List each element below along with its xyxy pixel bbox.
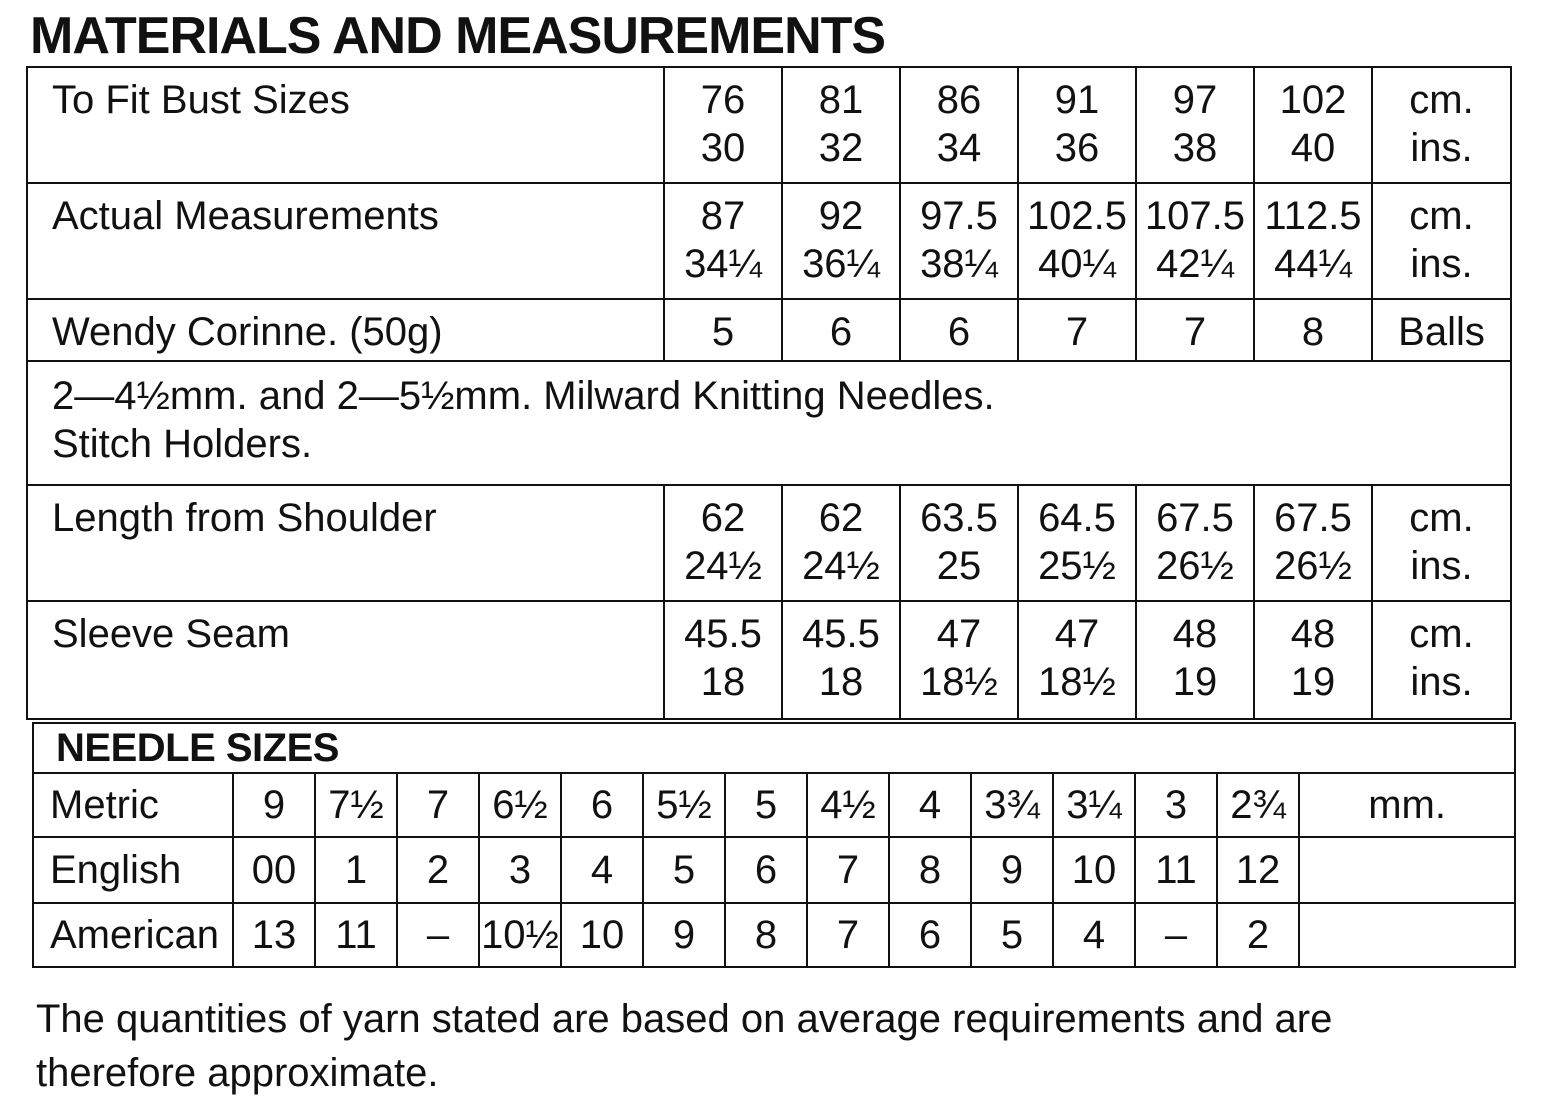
metric-value: 5	[725, 773, 807, 837]
english-value: 2	[397, 837, 479, 903]
english-unit	[1299, 837, 1515, 903]
actual-size-cell	[782, 183, 900, 299]
sleeve-ins-value: 18½	[1038, 660, 1116, 704]
american-value: 6	[889, 903, 971, 967]
actual-size-cell	[1136, 183, 1254, 299]
metric-value: 4	[889, 773, 971, 837]
actual-size-cell	[664, 183, 782, 299]
actual-ins-value: 44¼	[1274, 242, 1352, 286]
sleeve-label: Sleeve Seam	[27, 601, 664, 719]
bust-size-cell	[1018, 67, 1136, 183]
metric-row	[33, 773, 1515, 837]
sleeve-ins-value: 18½	[920, 660, 998, 704]
needles-row	[27, 361, 1511, 485]
length-ins-value: 24½	[802, 544, 880, 588]
stitch-holders-line: Stitch Holders.	[52, 422, 313, 466]
yarn-unit: Balls	[1372, 299, 1511, 361]
english-value: 3	[479, 837, 561, 903]
sleeve-size-cell	[1136, 601, 1254, 719]
american-value: 7	[807, 903, 889, 967]
bust-cm-value: 102	[1279, 78, 1347, 122]
metric-value: 4½	[807, 773, 889, 837]
bust-cm-value: 97	[1172, 78, 1218, 122]
american-value: 8	[725, 903, 807, 967]
bust-size-cell	[782, 67, 900, 183]
sleeve-ins-value: 18	[700, 660, 746, 704]
actual-ins-value: 42¼	[1156, 242, 1234, 286]
sleeve-ins-value: 19	[1290, 660, 1336, 704]
american-value: –	[1135, 903, 1217, 967]
needles-cell	[27, 361, 1511, 485]
metric-value: 6	[561, 773, 643, 837]
sleeve-size-cell	[1254, 601, 1372, 719]
actual-ins-value: 38¼	[920, 242, 998, 286]
actual-row	[27, 183, 1511, 299]
american-value: 10	[561, 903, 643, 967]
english-row	[33, 837, 1515, 903]
bust-ins-value: 32	[818, 126, 864, 170]
length-unit-cell	[1372, 485, 1511, 601]
english-value: 10	[1053, 837, 1135, 903]
needles-line: 2—4½mm. and 2—5½mm. Milward Knitting Needles.	[52, 374, 995, 418]
actual-cm-value: 112.5	[1264, 194, 1362, 238]
unit-ins: ins.	[1410, 544, 1473, 588]
american-value: 13	[233, 903, 315, 967]
bust-size-cell	[1136, 67, 1254, 183]
actual-cm-value: 107.5	[1144, 194, 1246, 238]
sleeve-ins-value: 18	[818, 660, 864, 704]
length-cm-value: 64.5	[1038, 496, 1116, 540]
length-cm-value: 67.5	[1156, 496, 1234, 540]
unit-ins: ins.	[1410, 126, 1473, 170]
yarn-balls-value: 6	[782, 299, 900, 361]
length-size-cell	[1136, 485, 1254, 601]
metric-unit: mm.	[1299, 773, 1515, 837]
english-label: English	[33, 837, 233, 903]
sleeve-cm-value: 45.5	[802, 612, 880, 656]
english-value: 1	[315, 837, 397, 903]
american-label: American	[33, 903, 233, 967]
american-unit	[1299, 903, 1515, 967]
sleeve-ins-value: 19	[1172, 660, 1218, 704]
bust-ins-value: 34	[936, 126, 982, 170]
english-value: 7	[807, 837, 889, 903]
yarn-label: Wendy Corinne. (50g)	[27, 299, 664, 361]
sleeve-size-cell	[900, 601, 1018, 719]
american-value: 9	[643, 903, 725, 967]
american-value: 5	[971, 903, 1053, 967]
actual-ins-value: 40¼	[1038, 242, 1116, 286]
length-ins-value: 25	[936, 544, 982, 588]
english-value: 4	[561, 837, 643, 903]
bust-size-cell	[900, 67, 1018, 183]
bust-row	[27, 67, 1511, 183]
needle-heading-row	[33, 723, 1515, 773]
bust-ins-value: 36	[1054, 126, 1100, 170]
sleeve-unit-cell	[1372, 601, 1511, 719]
actual-label: Actual Measurements	[27, 183, 664, 299]
american-value: 4	[1053, 903, 1135, 967]
sleeve-size-cell	[1018, 601, 1136, 719]
english-value: 8	[889, 837, 971, 903]
length-row	[27, 485, 1511, 601]
actual-size-cell	[1254, 183, 1372, 299]
metric-value: 3¾	[971, 773, 1053, 837]
length-ins-value: 26½	[1274, 544, 1352, 588]
bust-ins-value: 38	[1172, 126, 1218, 170]
length-label: Length from Shoulder	[27, 485, 664, 601]
sleeve-cm-value: 47	[936, 612, 982, 656]
bust-size-cell	[1254, 67, 1372, 183]
sleeve-row	[27, 601, 1511, 719]
american-value: –	[397, 903, 479, 967]
yarn-balls-value: 5	[664, 299, 782, 361]
bust-ins-value: 40	[1290, 126, 1336, 170]
english-value: 5	[643, 837, 725, 903]
unit-cm: cm.	[1409, 612, 1474, 656]
length-ins-value: 26½	[1156, 544, 1234, 588]
metric-value: 7	[397, 773, 479, 837]
sleeve-cm-value: 48	[1172, 612, 1218, 656]
bust-unit-cell	[1372, 67, 1511, 183]
metric-value: 7½	[315, 773, 397, 837]
yarn-balls-value: 8	[1254, 299, 1372, 361]
length-cm-value: 63.5	[920, 496, 998, 540]
bust-cm-value: 91	[1054, 78, 1100, 122]
page-title: MATERIALS AND MEASUREMENTS	[30, 7, 886, 65]
length-size-cell	[664, 485, 782, 601]
actual-ins-value: 34¼	[684, 242, 762, 286]
bust-cm-value: 81	[818, 78, 864, 122]
length-cm-value: 67.5	[1274, 496, 1352, 540]
length-size-cell	[1018, 485, 1136, 601]
actual-unit-cell	[1372, 183, 1511, 299]
english-value: 9	[971, 837, 1053, 903]
actual-cm-value: 97.5	[920, 194, 998, 238]
yarn-row	[27, 299, 1511, 361]
length-size-cell	[782, 485, 900, 601]
metric-value: 3¼	[1053, 773, 1135, 837]
length-size-cell	[1254, 485, 1372, 601]
english-value: 00	[233, 837, 315, 903]
bust-size-cell	[664, 67, 782, 183]
metric-label: Metric	[33, 773, 233, 837]
actual-cm-value: 102.5	[1026, 194, 1128, 238]
needle-sizes-heading: NEEDLE SIZES	[33, 723, 1515, 773]
unit-cm: cm.	[1409, 496, 1474, 540]
metric-value: 6½	[479, 773, 561, 837]
metric-value: 9	[233, 773, 315, 837]
bust-label: To Fit Bust Sizes	[27, 67, 664, 183]
american-value: 11	[315, 903, 397, 967]
yarn-balls-value: 6	[900, 299, 1018, 361]
actual-cm-value: 87	[700, 194, 746, 238]
unit-ins: ins.	[1410, 660, 1473, 704]
length-ins-value: 25½	[1038, 544, 1116, 588]
english-value: 11	[1135, 837, 1217, 903]
american-value: 10½	[479, 903, 561, 967]
actual-size-cell	[1018, 183, 1136, 299]
metric-value: 3	[1135, 773, 1217, 837]
materials-table	[26, 66, 1512, 720]
unit-ins: ins.	[1410, 242, 1473, 286]
bust-ins-value: 30	[700, 126, 746, 170]
actual-size-cell	[900, 183, 1018, 299]
metric-value: 5½	[643, 773, 725, 837]
american-value: 2	[1217, 903, 1299, 967]
unit-cm: cm.	[1409, 194, 1474, 238]
english-value: 6	[725, 837, 807, 903]
metric-value: 2¾	[1217, 773, 1299, 837]
sleeve-cm-value: 45.5	[684, 612, 762, 656]
actual-cm-value: 92	[818, 194, 864, 238]
length-ins-value: 24½	[684, 544, 762, 588]
sleeve-cm-value: 48	[1290, 612, 1336, 656]
sleeve-size-cell	[782, 601, 900, 719]
yarn-balls-value: 7	[1018, 299, 1136, 361]
sleeve-size-cell	[664, 601, 782, 719]
american-row	[33, 903, 1515, 967]
sleeve-cm-value: 47	[1054, 612, 1100, 656]
length-cm-value: 62	[818, 496, 864, 540]
footnote: The quantities of yarn stated are based on average requirements and are therefore approximate.	[36, 997, 1333, 1095]
length-cm-value: 62	[700, 496, 746, 540]
length-size-cell	[900, 485, 1018, 601]
english-value: 12	[1217, 837, 1299, 903]
unit-cm: cm.	[1409, 78, 1474, 122]
needle-sizes-table	[32, 722, 1516, 968]
bust-cm-value: 86	[936, 78, 982, 122]
bust-cm-value: 76	[700, 78, 746, 122]
yarn-balls-value: 7	[1136, 299, 1254, 361]
actual-ins-value: 36¼	[802, 242, 880, 286]
